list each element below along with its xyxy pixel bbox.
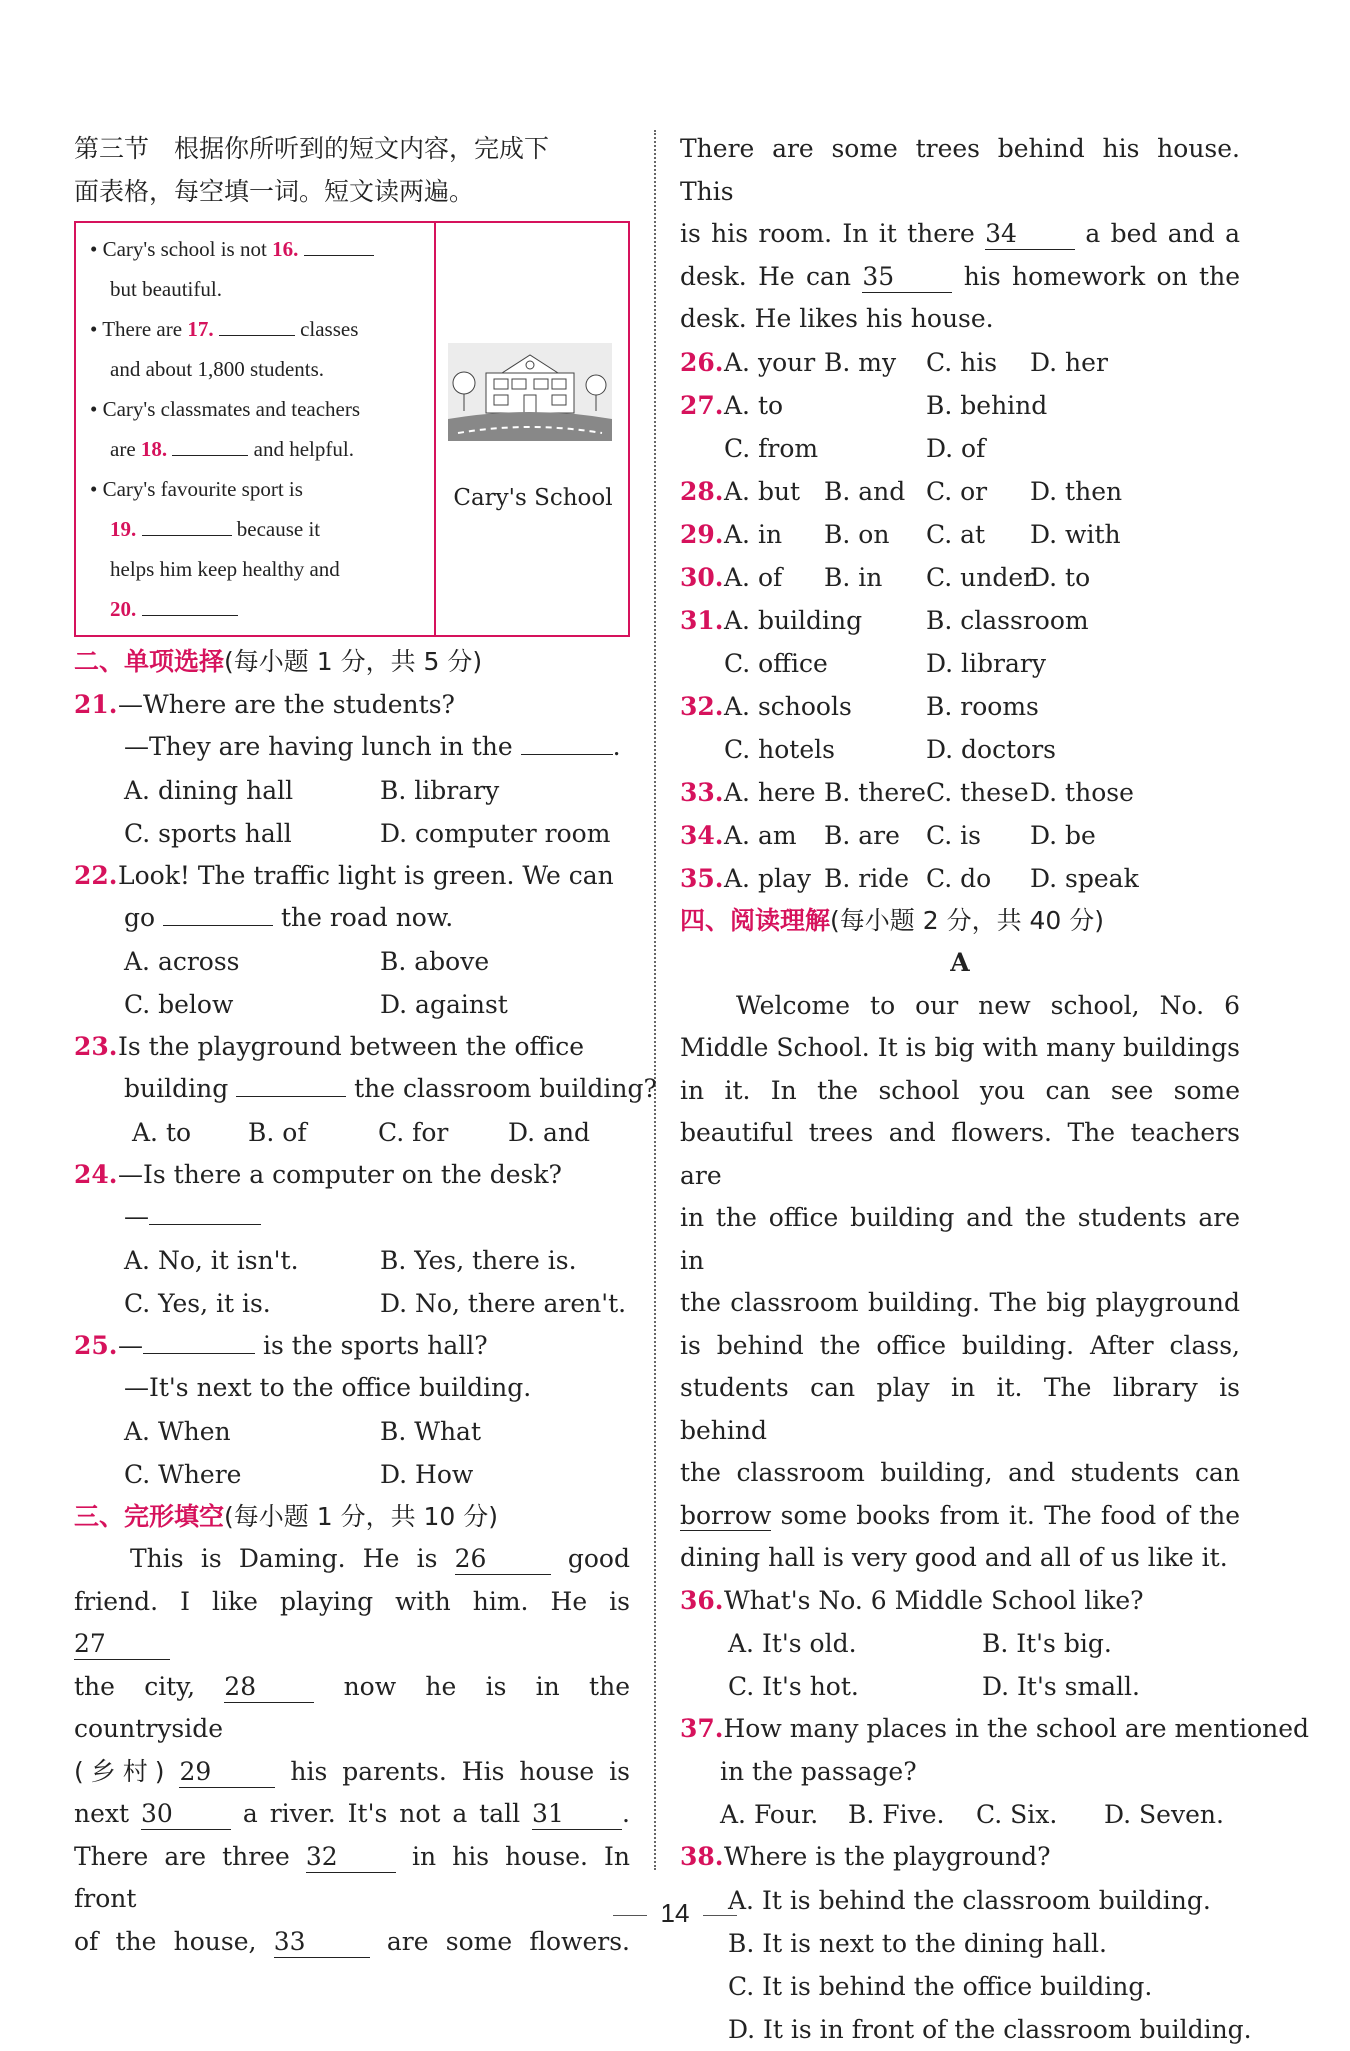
option[interactable]: D. to xyxy=(1030,562,1091,592)
right-column: There are some trees behind his house. This is his room. In it there 34 a bed and a desk. He can 35 his homework on the desk. He likes his house. 26. A. your B. my C. his D. her 27. A. to B. behind C. from D. of 28. A. but B. and C. or D. then 29. A. in B. on C. at D. with 30. A. of B. in C. under D. to 31. A. building B. classroom C. office D. library 32. A. schools B. rooms C. hotels D. doctors 33. A. here B. there C. these D. those 34. A. am B. are C. is D. be 35. A. play B. ride C. do D. speak 四、阅读理解(每小题 2 分，共 40 分) A Welcome to our new school, No. 6 Middle School. It is big with many buildings in it. In the school you can see some beautiful trees and flowers. The teachers are in the office building and the students are in the classroom building. The big playground is behind the office building. After class, students can play in it. The library is behind the classroom building, and students can borrow some books from it. The food of the dining hall is very good and all of us like it. 36.What's No. 6 Middle School like? A. It's old. B. It's big. C. It's hot. D. It's small. 37.How many places in the school are mentioned in the passage? A. Four. B. Five. C. Six. D. Seven. 38.Where is the playground? A. It is behind the classroom building. B. It is next to the dining hall. C. It is behind the office building. D. It is in front of the classroom building. xyxy=(680,134,1310,2044)
q24-blank[interactable] xyxy=(149,1224,261,1225)
option[interactable]: D. then xyxy=(1030,476,1123,506)
option[interactable]: B. in xyxy=(824,562,883,592)
option[interactable]: C. from xyxy=(724,433,819,463)
blank-30[interactable]: 30 xyxy=(141,1799,231,1830)
column-divider xyxy=(654,130,656,1870)
option[interactable]: A. schools xyxy=(724,691,852,721)
option[interactable]: D. with xyxy=(1030,519,1121,549)
cloze-question-row xyxy=(680,728,1240,771)
page-footer xyxy=(0,1898,1350,1929)
listening-table xyxy=(74,221,630,637)
option[interactable]: A. am xyxy=(724,820,797,850)
cloze-question-row: 32. A. schools B. rooms xyxy=(680,685,1240,728)
blank-28[interactable]: 28 xyxy=(224,1672,314,1703)
cloze-question-row: 34. A. am B. are C. is D. be xyxy=(680,814,1240,857)
option[interactable]: A. here xyxy=(724,777,816,807)
image-caption: Cary's School xyxy=(453,485,613,511)
table-image-cell xyxy=(438,223,628,635)
q23-blank[interactable] xyxy=(236,1096,346,1097)
cloze-question-row: 29. A. in B. on C. at D. with xyxy=(680,513,1240,556)
q19-blank[interactable] xyxy=(142,535,232,536)
option[interactable]: C. under xyxy=(926,562,1036,592)
cloze-question-row xyxy=(680,642,1240,685)
passage-title: A xyxy=(950,948,970,977)
option[interactable]: C. do xyxy=(926,863,992,893)
q17-blank[interactable] xyxy=(219,335,295,336)
part2-title: 二、单项选择(每小题 1 分，共 5 分) xyxy=(74,647,483,676)
table-text-cell: • Cary's school is not 16. but beautiful. • There are 17. classes and about 1,800 students. • Cary's classmates and teachers are 18. and helpful. • Cary's favourite sport is 19. because it helps him keep healthy and 20. xyxy=(76,223,436,635)
part3-title: 三、完形填空(每小题 1 分，共 10 分) xyxy=(74,1501,499,1531)
cloze-question-row xyxy=(680,427,1240,470)
school-illustration xyxy=(448,343,612,441)
option[interactable]: A. building xyxy=(724,605,863,635)
option[interactable]: C. is xyxy=(926,820,981,850)
blank-34[interactable]: 34 xyxy=(985,219,1075,250)
cloze-questions xyxy=(680,341,1240,900)
option[interactable]: D. library xyxy=(926,648,1046,678)
option[interactable]: B. on xyxy=(824,519,890,549)
option[interactable]: D. be xyxy=(1030,820,1096,850)
cloze-question-row: 28. A. but B. and C. or D. then xyxy=(680,470,1240,513)
option[interactable]: B. and xyxy=(824,476,906,506)
option[interactable]: B. my xyxy=(824,347,897,377)
option[interactable]: A. of xyxy=(724,562,783,592)
option[interactable]: B. rooms xyxy=(926,691,1039,721)
q25-blank[interactable] xyxy=(143,1353,255,1354)
option[interactable]: A. to xyxy=(724,390,784,420)
option[interactable]: C. his xyxy=(926,347,998,377)
option[interactable]: B. behind xyxy=(926,390,1048,420)
section3-title-2: 面表格，每空填一词。短文读两遍。 xyxy=(74,176,475,206)
q16-blank[interactable] xyxy=(304,255,374,256)
option[interactable]: D. her xyxy=(1030,347,1108,377)
option[interactable]: C. office xyxy=(724,648,828,678)
option[interactable]: C. hotels xyxy=(724,734,835,764)
option[interactable]: A. but xyxy=(724,476,801,506)
q17-number: 17. xyxy=(187,317,214,341)
cloze-question-row: 31. A. building B. classroom xyxy=(680,599,1240,642)
q18-blank[interactable] xyxy=(172,455,248,456)
cloze-question-row: 27. A. to B. behind xyxy=(680,384,1240,427)
blank-29[interactable]: 29 xyxy=(179,1757,275,1788)
option[interactable]: C. at xyxy=(926,519,986,549)
cloze-question-row: 26. A. your B. my C. his D. her xyxy=(680,341,1240,384)
blank-33[interactable]: 33 xyxy=(274,1927,370,1958)
cloze-question-row: 33. A. here B. there C. these D. those xyxy=(680,771,1240,814)
section3-title: 第三节 根据你所听到的短文内容，完成下 xyxy=(74,134,550,163)
cloze-question-row: 35. A. play B. ride C. do D. speak xyxy=(680,857,1240,900)
option[interactable]: A. in xyxy=(724,519,783,549)
q20-blank[interactable] xyxy=(142,615,238,616)
page-number: 14 xyxy=(660,1898,690,1928)
option[interactable]: D. doctors xyxy=(926,734,1056,764)
option[interactable]: D. speak xyxy=(1030,863,1139,893)
option[interactable]: B. ride xyxy=(824,863,910,893)
option[interactable]: B. are xyxy=(824,820,900,850)
option[interactable]: A. play xyxy=(724,863,811,893)
blank-31[interactable]: 31 xyxy=(532,1799,622,1830)
option[interactable]: D. those xyxy=(1030,777,1134,807)
q19-number: 19. xyxy=(110,517,137,541)
option[interactable]: B. there xyxy=(824,777,926,807)
option[interactable]: B. classroom xyxy=(926,605,1089,635)
cloze-question-row: 30. A. of B. in C. under D. to xyxy=(680,556,1240,599)
blank-35[interactable]: 35 xyxy=(862,262,952,293)
option[interactable]: A. your xyxy=(724,347,816,377)
option[interactable]: C. these xyxy=(926,777,1029,807)
q18-number: 18. xyxy=(140,437,168,461)
part4-title: 四、阅读理解(每小题 2 分，共 40 分) xyxy=(680,905,1105,935)
underlined-word: borrow xyxy=(680,1500,772,1530)
left-column: 第三节 根据你所听到的短文内容，完成下 面表格，每空填一词。短文读两遍。 • Cary's school is not 16. but beautiful. • There are 17. classes and about 1,800 students. • Cary's classmates and teachers are 18. and helpful. • Cary's favourite sport is 19. because it helps him keep healthy and 20. Cary's School 二、单项选择(每小题 1 分，共 5 分) 21.—Where are the students? —They are having lunch in the . A. dining hall B. library C. sports hall D. computer room 22.Look! The traffic light is green. We can go the road now. A. across B. above C. below D. against 23.Is the playground between the office building the classroom building? A. to B. of C. for D. and 24.—Is there a computer on the desk? — A. No, it isn't. B. Yes, there is. C. Yes, it is. D. No, there aren't. 25.— is the sports hall? —It's next to the office building. A. When B. What C. Where D. How 三、完形填空(每小题 1 分，共 10 分) This is Daming. He is 26 good friend. I like playing with him. He is 27 the city, 28 now he is in the countryside (乡村) 29 his parents. His house is next 30 a river. It's not a tall 31 . There are three 32 in his house. In front of the house, 33 are some flowers. xyxy=(74,128,630,1963)
q22-blank[interactable] xyxy=(163,925,273,926)
blank-26[interactable]: 26 xyxy=(455,1544,551,1575)
blank-27[interactable]: 27 xyxy=(74,1629,170,1660)
q16-number: 16. xyxy=(272,237,299,261)
option[interactable]: C. or xyxy=(926,476,988,506)
option[interactable]: D. of xyxy=(926,433,986,463)
blank-32[interactable]: 32 xyxy=(306,1842,396,1873)
q20-number: 20. xyxy=(110,597,137,621)
q21-blank[interactable] xyxy=(521,754,613,755)
